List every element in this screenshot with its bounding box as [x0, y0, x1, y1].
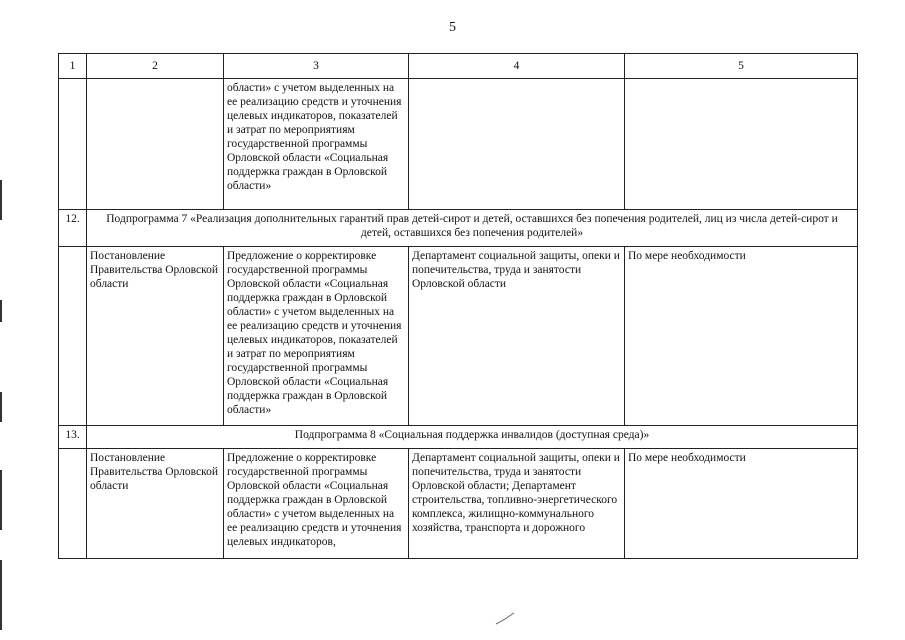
column-header-3: 3 [224, 54, 409, 79]
cell-description: Предложение о корректировке государственной программы Орловской области «Социальная поддержка граждан в Орловской области» с учетом выделенных на ее реализацию средств и уточнения целевых индикаторов, [224, 449, 409, 559]
column-header-5: 5 [625, 54, 858, 79]
cell-document-type [87, 79, 224, 210]
cell-document-type: Постановление Правительства Орловской области [87, 247, 224, 426]
cell-deadline: По мере необходимости [625, 449, 858, 559]
cell-number [59, 79, 87, 210]
cell-document-type: Постановление Правительства Орловской области [87, 449, 224, 559]
cell-deadline: По мере необходимости [625, 247, 858, 426]
cell-number [59, 449, 87, 559]
subprogram-title: Подпрограмма 7 «Реализация дополнительных гарантий прав детей-сирот и детей, оставшихся без попечения родителей, лиц из числа детей-сирот и детей, оставшихся без попечения родителей» [87, 210, 858, 247]
row-number: 12. [59, 210, 87, 247]
subprogram-row-12 [59, 210, 858, 247]
subprogram-row-13 [59, 426, 858, 449]
document-table [58, 53, 858, 559]
pen-mark [494, 612, 518, 626]
cell-responsible [409, 79, 625, 210]
cell-responsible: Департамент социальной защиты, опеки и попечительства, труда и занятости Орловской области; Департамент строительства, топливно-энергетического комплекса, жилищно-коммунального хозяйства, транспорта и дорожного [409, 449, 625, 559]
cell-description: Предложение о корректировке государственной программы Орловской области «Социальная поддержка граждан в Орловской области» с учетом выделенных на ее реализацию средств и уточнения целевых индикаторов, показателей и затрат по мероприятиям государственной программы Орловской области «Социальная поддержка граждан в Орловской области» [224, 247, 409, 426]
subprogram-title: Подпрограмма 8 «Социальная поддержка инвалидов (доступная среда)» [87, 426, 858, 449]
cell-deadline [625, 79, 858, 210]
cell-description: области» с учетом выделенных на ее реализацию средств и уточнения целевых индикаторов, показателей и затрат по мероприятиям государственной программы Орловской области «Социальная поддержка граждан в Орловской области» [224, 79, 409, 210]
table-row [59, 247, 858, 426]
cell-responsible: Департамент социальной защиты, опеки и попечительства, труда и занятости Орловской области [409, 247, 625, 426]
column-header-4: 4 [409, 54, 625, 79]
column-header-row [59, 54, 858, 79]
table-row [59, 79, 858, 210]
table-row [59, 449, 858, 559]
page-number: 5 [449, 20, 456, 35]
column-header-1: 1 [59, 54, 87, 79]
row-number: 13. [59, 426, 87, 449]
scan-edge-artifact [0, 0, 3, 640]
cell-number [59, 247, 87, 426]
column-header-2: 2 [87, 54, 224, 79]
